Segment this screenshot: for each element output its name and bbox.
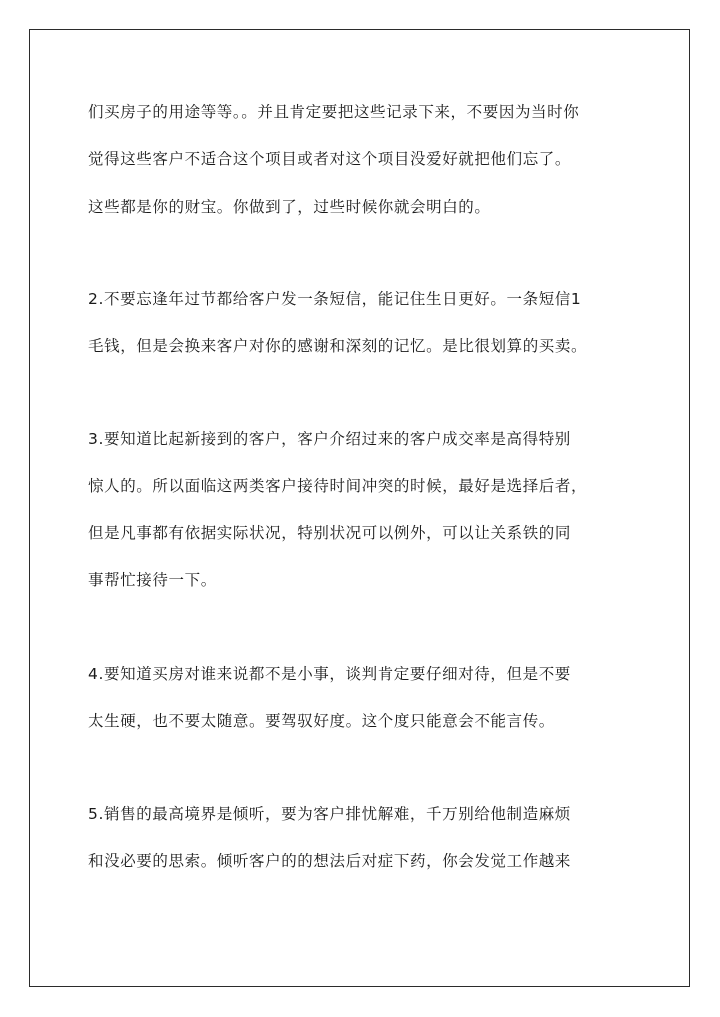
paragraph-5-line-1: 5.销售的最高境界是倾听，要为客户排忧解难，千万别给他制造麻烦: [88, 805, 571, 823]
paragraph-3-line-3: 但是凡事都有依据实际状况，特别状况可以例外，可以让关系铁的同: [88, 524, 572, 542]
paragraph-2-line-2: 毛钱，但是会换来客户对你的感谢和深刻的记忆。是比很划算的买卖。: [88, 337, 588, 355]
paragraph-3-line-2: 惊人的。所以面临这两类客户接待时间冲突的时候，最好是选择后者，: [88, 477, 588, 495]
paragraph-5-line-2: 和没必要的思索。倾听客户的的想法后对症下药，你会发觉工作越来: [88, 852, 572, 870]
paragraph-3-line-4: 事帮忙接待一下。: [88, 571, 217, 589]
paragraph-4-line-1: 4.要知道买房对谁来说都不是小事，谈判肯定要仔细对待，但是不要: [88, 665, 571, 683]
paragraph-1-line-3: 这些都是你的财宝。你做到了，过些时候你就会明白的。: [88, 198, 491, 216]
page-border: [29, 29, 690, 987]
paragraph-1-line-2: 觉得这些客户不适合这个项目或者对这个项目没爱好就把他们忘了。: [88, 150, 572, 168]
paragraph-3-line-1: 3.要知道比起新接到的客户，客户介绍过来的客户成交率是高得特别: [88, 430, 571, 448]
paragraph-4-line-2: 太生硬，也不要太随意。要驾驭好度。这个度只能意会不能言传。: [88, 712, 555, 730]
paragraph-1-line-1: 们买房子的用途等等。。并且肯定要把这些记录下来，不要因为当时你: [88, 103, 580, 121]
paragraph-2-line-1: 2.不要忘逢年过节都给客户发一条短信，能记住生日更好。一条短信1: [88, 290, 582, 308]
